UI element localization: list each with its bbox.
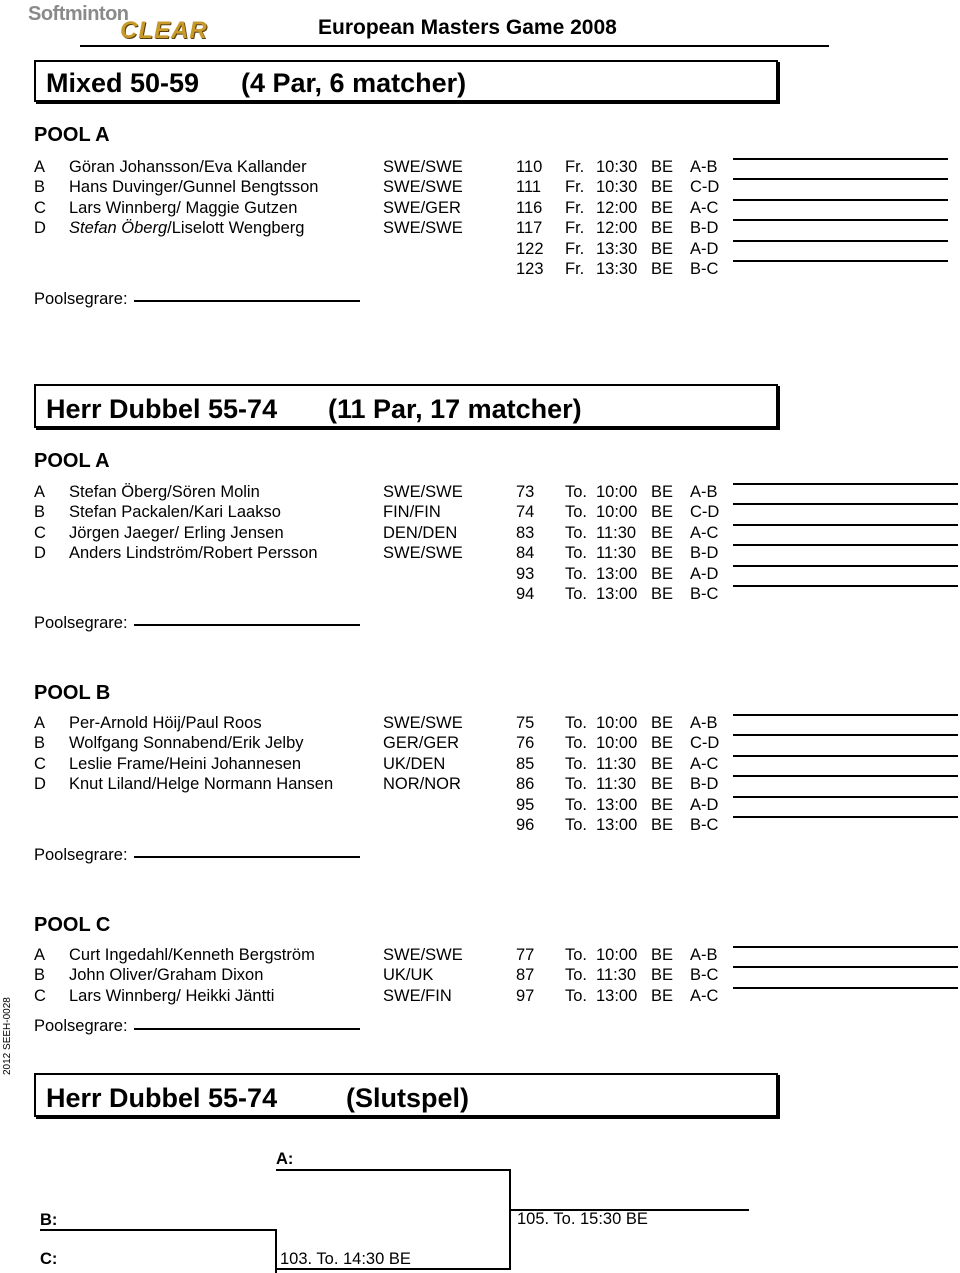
- match-pairing: A-B: [690, 158, 718, 176]
- pair-names: John Oliver/Graham Dixon: [69, 966, 264, 985]
- pair-letter: D: [34, 544, 46, 563]
- match-day: To.: [565, 966, 588, 985]
- match-number: 84: [516, 544, 535, 563]
- result-entry-line[interactable]: [733, 714, 958, 716]
- match-day: To.: [565, 483, 588, 501]
- pair-letter: B: [34, 503, 46, 522]
- pair-letter: B: [34, 966, 46, 985]
- section1-subtitle: [241, 68, 466, 99]
- match-number: 74: [516, 503, 535, 522]
- bracket-label-b: B:: [40, 1211, 58, 1229]
- bracket-label-a: A:: [276, 1150, 294, 1168]
- pair-nationality: SWE/SWE: [383, 158, 463, 176]
- match-day: To.: [565, 795, 588, 814]
- pair-nationality: SWE/SWE: [383, 946, 463, 964]
- match-number: 96: [516, 816, 535, 834]
- section2-title-box: [34, 384, 778, 428]
- pair-names: Anders Lindström/Robert Persson: [69, 544, 318, 563]
- match-time: 13:30: [596, 260, 638, 278]
- match-number: 94: [516, 585, 535, 603]
- result-entry-line[interactable]: [733, 796, 958, 798]
- result-entry-line[interactable]: [733, 524, 958, 526]
- pair-nationality: SWE/SWE: [383, 219, 463, 238]
- pair-names: Knut Liland/Helge Normann Hansen: [69, 775, 334, 794]
- section1-title-box: [34, 60, 778, 102]
- pool-b-seed-line[interactable]: [134, 856, 360, 858]
- match-venue: BE: [651, 816, 674, 834]
- pair-nationality: SWE/SWE: [383, 483, 463, 501]
- section3-title: Herr Dubbel 55-74: [46, 1083, 278, 1113]
- pair-names: Stefan Packalen/Kari Laakso: [69, 503, 281, 522]
- match-pairing: A-D: [690, 239, 719, 258]
- logo-text-clear: CLEAR: [120, 17, 208, 44]
- table-row: [0, 946, 960, 966]
- bracket-vline-ac: [509, 1169, 511, 1269]
- match-venue: BE: [651, 198, 674, 217]
- match-day: To.: [565, 754, 588, 773]
- result-entry-line[interactable]: [733, 483, 958, 485]
- pair-nationality: SWE/SWE: [383, 544, 463, 563]
- match-pairing: A-B: [690, 946, 718, 964]
- match-time: 13:00: [596, 816, 638, 834]
- header-rule: [80, 45, 829, 47]
- pair-names: Stefan Öberg/Liselott Wengberg: [69, 219, 305, 238]
- logo-text-softminton: Softminton: [28, 3, 129, 25]
- match-day: To.: [565, 734, 588, 753]
- pair-letter: A: [34, 483, 46, 501]
- match-day: To.: [565, 564, 588, 583]
- match-pairing: A-B: [690, 483, 718, 501]
- result-entry-line[interactable]: [733, 775, 958, 777]
- match-day: To.: [565, 585, 588, 603]
- match-time: 13:00: [596, 564, 638, 583]
- match-pairing: A-D: [690, 564, 719, 583]
- pair-letter: C: [34, 986, 46, 1005]
- match-number: 117: [516, 219, 543, 238]
- match-venue: BE: [651, 544, 674, 563]
- pair-names: Wolfgang Sonnabend/Erik Jelby: [69, 734, 304, 753]
- match-number: 73: [516, 483, 535, 501]
- result-entry-line[interactable]: [733, 755, 958, 757]
- match-pairing: A-B: [690, 714, 718, 732]
- table-row: [0, 483, 960, 503]
- match-day: To.: [565, 523, 588, 542]
- match-number: 123: [516, 260, 544, 278]
- pair-nationality: UK/DEN: [383, 754, 446, 773]
- pair-nationality: SWE/SWE: [383, 178, 463, 197]
- table-row: [0, 240, 960, 260]
- match-day: To.: [565, 816, 588, 834]
- match-time: 10:00: [596, 483, 638, 501]
- bracket-vline-bc: [275, 1229, 277, 1273]
- match-number: 110: [516, 158, 543, 176]
- pair-names: Per-Arnold Höij/Paul Roos: [69, 714, 262, 732]
- match-day: To.: [565, 775, 588, 794]
- match-time: 13:00: [596, 986, 638, 1005]
- table-row: [0, 734, 960, 754]
- pair-letter: B: [34, 178, 46, 197]
- pair-nationality: UK/UK: [383, 966, 434, 985]
- match-time: 13:00: [596, 795, 638, 814]
- section1-seed-line[interactable]: [134, 300, 360, 302]
- match-pairing: B-C: [690, 816, 719, 834]
- section2-pool-c-title: POOL C: [34, 914, 111, 936]
- result-entry-line[interactable]: [733, 158, 948, 160]
- pair-nationality: NOR/NOR: [383, 775, 461, 794]
- match-day: Fr.: [565, 260, 585, 278]
- match-venue: BE: [651, 178, 674, 197]
- match-day: Fr.: [565, 239, 585, 258]
- match-pairing: B-D: [690, 544, 719, 563]
- match-number: 111: [516, 178, 542, 197]
- section1-pool-title: POOL A: [34, 124, 110, 146]
- match-time: 10:00: [596, 734, 638, 753]
- match-day: Fr.: [565, 158, 585, 176]
- match-day: Fr.: [565, 178, 585, 197]
- pair-names: Hans Duvinger/Gunnel Bengtsson: [69, 178, 319, 197]
- pair-letter: A: [34, 714, 46, 732]
- match-venue: BE: [651, 986, 674, 1005]
- table-row: [0, 987, 960, 1007]
- pool-b-seed-label: Poolsegrare:: [34, 846, 128, 864]
- section2-pool-a-title: POOL A: [34, 450, 110, 472]
- match-time: 11:30: [596, 544, 637, 563]
- match-time: 11:30: [596, 523, 637, 542]
- result-entry-line[interactable]: [733, 946, 958, 948]
- result-entry-line[interactable]: [733, 816, 958, 818]
- pair-nationality: SWE/FIN: [383, 986, 452, 1005]
- section3-title-box: [34, 1073, 778, 1117]
- match-day: To.: [565, 544, 588, 563]
- result-entry-line[interactable]: [733, 219, 948, 221]
- match-time: 12:00: [596, 219, 638, 238]
- match-day: Fr.: [565, 219, 585, 238]
- result-entry-line[interactable]: [733, 987, 958, 989]
- table-row: [0, 199, 960, 219]
- table-row: [0, 714, 960, 734]
- match-time: 12:00: [596, 198, 638, 217]
- match-venue: BE: [651, 946, 674, 964]
- match-pairing: A-C: [690, 986, 719, 1005]
- match-pairing: B-D: [690, 775, 719, 794]
- pool-a-seed-label: Poolsegrare:: [34, 614, 128, 632]
- match-time: 10:30: [596, 158, 638, 176]
- side-document-code: 2012 SEEH-0028: [2, 997, 13, 1075]
- match-venue: BE: [651, 714, 674, 732]
- match-day: Fr.: [565, 198, 585, 217]
- match-pairing: C-D: [690, 503, 720, 522]
- match-venue: BE: [651, 158, 674, 176]
- match-day: To.: [565, 946, 588, 964]
- match-pairing: C-D: [690, 178, 720, 197]
- match-venue: BE: [651, 966, 674, 985]
- pool-c-seed-label: Poolsegrare:: [34, 1017, 128, 1035]
- softminton-clear-logo: [28, 3, 228, 47]
- match-time: 10:00: [596, 714, 638, 732]
- table-row: [0, 775, 960, 795]
- pair-nationality: GER/GER: [383, 734, 460, 753]
- match-pairing: A-C: [690, 198, 719, 217]
- match-pairing: A-D: [690, 795, 719, 814]
- match-venue: BE: [651, 585, 674, 603]
- section3-subtitle: (Slutspel): [346, 1083, 470, 1113]
- pair-nationality: SWE/SWE: [383, 714, 463, 732]
- match-pairing: B-C: [690, 966, 719, 985]
- section1-subtitle-text: (4 Par, 6 matcher): [241, 68, 467, 98]
- match-time: 13:00: [596, 585, 638, 603]
- pair-letter: D: [34, 219, 46, 238]
- pair-nationality: DEN/DEN: [383, 523, 458, 542]
- result-entry-line[interactable]: [733, 966, 958, 968]
- pool-a-seed-line[interactable]: [134, 624, 360, 626]
- result-entry-line[interactable]: [733, 544, 958, 546]
- bracket-line-a[interactable]: [276, 1169, 510, 1171]
- match-day: To.: [565, 714, 588, 732]
- match-number: 116: [516, 198, 543, 217]
- table-row: [0, 585, 960, 605]
- result-entry-line[interactable]: [733, 260, 948, 262]
- pair-letter: B: [34, 734, 46, 753]
- section2-subtitle: (11 Par, 17 matcher): [328, 394, 582, 424]
- pair-nationality: FIN/FIN: [383, 503, 441, 522]
- pool-c-seed-line[interactable]: [134, 1028, 360, 1030]
- match-venue: BE: [651, 775, 674, 794]
- match-day: To.: [565, 503, 588, 522]
- result-entry-line[interactable]: [733, 503, 958, 505]
- result-entry-line[interactable]: [733, 178, 948, 180]
- bracket-line-b[interactable]: [40, 1229, 276, 1231]
- match-venue: BE: [651, 754, 674, 773]
- pair-nationality: SWE/GER: [383, 198, 461, 217]
- table-row: [0, 816, 960, 836]
- table-row: [0, 260, 960, 280]
- result-entry-line[interactable]: [733, 240, 948, 242]
- table-row: [0, 966, 960, 986]
- pair-names: Jörgen Jaeger/ Erling Jensen: [69, 523, 284, 542]
- match-pairing: B-C: [690, 585, 719, 603]
- section2-title: Herr Dubbel 55-74: [46, 394, 278, 424]
- match-number: 93: [516, 564, 535, 583]
- pair-letter: D: [34, 775, 46, 794]
- match-number: 77: [516, 946, 535, 964]
- table-row: [0, 796, 960, 816]
- pair-letter: A: [34, 946, 46, 964]
- match-pairing: B-C: [690, 260, 719, 278]
- match-time: 11:30: [596, 966, 637, 985]
- result-entry-line[interactable]: [733, 199, 948, 201]
- match-venue: BE: [651, 734, 674, 753]
- match-venue: BE: [651, 564, 674, 583]
- match-time: 11:30: [596, 754, 637, 773]
- match-number: 95: [516, 795, 535, 814]
- section1-seed-label: Poolsegrare:: [34, 290, 128, 308]
- table-row: [0, 158, 960, 178]
- match-number: 85: [516, 754, 535, 773]
- table-row: [0, 503, 960, 523]
- table-row: [0, 219, 960, 239]
- table-row: [0, 178, 960, 198]
- match-number: 75: [516, 714, 535, 732]
- match-number: 83: [516, 523, 535, 542]
- match-pairing: B-D: [690, 219, 719, 238]
- result-entry-line[interactable]: [733, 585, 958, 587]
- match-time: 13:30: [596, 239, 638, 258]
- header-title: European Masters Game 2008: [318, 16, 617, 39]
- table-row: [0, 755, 960, 775]
- pair-letter: C: [34, 523, 46, 542]
- pair-letter: A: [34, 158, 46, 176]
- match-number: 97: [516, 986, 535, 1005]
- table-row: [0, 544, 960, 564]
- match-day: To.: [565, 986, 588, 1005]
- pair-names: Lars Winnberg/ Maggie Gutzen: [69, 198, 298, 217]
- result-entry-line[interactable]: [733, 734, 958, 736]
- match-time: 10:30: [596, 178, 638, 197]
- pair-names: Stefan Öberg/Sören Molin: [69, 483, 260, 501]
- table-row: [0, 565, 960, 585]
- match-venue: BE: [651, 239, 674, 258]
- bracket-match-105: 105. To. 15:30 BE: [517, 1210, 648, 1228]
- match-pairing: A-C: [690, 523, 719, 542]
- bracket-label-c: C:: [40, 1250, 58, 1268]
- pair-names: Leslie Frame/Heini Johannesen: [69, 754, 302, 773]
- match-venue: BE: [651, 483, 674, 501]
- pair-names: Curt Ingedahl/Kenneth Bergström: [69, 946, 315, 964]
- pair-letter: C: [34, 754, 46, 773]
- match-venue: BE: [651, 260, 674, 278]
- match-venue: BE: [651, 795, 674, 814]
- section1-title: Mixed 50-59: [46, 68, 200, 98]
- pair-names: Göran Johansson/Eva Kallander: [69, 158, 307, 176]
- match-number: 87: [516, 966, 535, 985]
- match-number: 86: [516, 775, 535, 794]
- bracket-match-103: 103. To. 14:30 BE: [280, 1250, 411, 1268]
- pair-names: Lars Winnberg/ Heikki Jäntti: [69, 986, 275, 1005]
- italic-name-part: Stefan Öberg: [69, 219, 168, 238]
- section2-pool-b-title: POOL B: [34, 682, 111, 704]
- pair-letter: C: [34, 198, 46, 217]
- match-pairing: C-D: [690, 734, 720, 753]
- match-venue: BE: [651, 503, 674, 522]
- match-venue: BE: [651, 219, 674, 238]
- match-number: 122: [516, 239, 544, 258]
- match-time: 10:00: [596, 946, 638, 964]
- table-row: [0, 524, 960, 544]
- match-time: 10:00: [596, 503, 638, 522]
- match-number: 76: [516, 734, 535, 753]
- match-pairing: A-C: [690, 754, 719, 773]
- match-venue: BE: [651, 523, 674, 542]
- result-entry-line[interactable]: [733, 565, 958, 567]
- match-time: 11:30: [596, 775, 637, 794]
